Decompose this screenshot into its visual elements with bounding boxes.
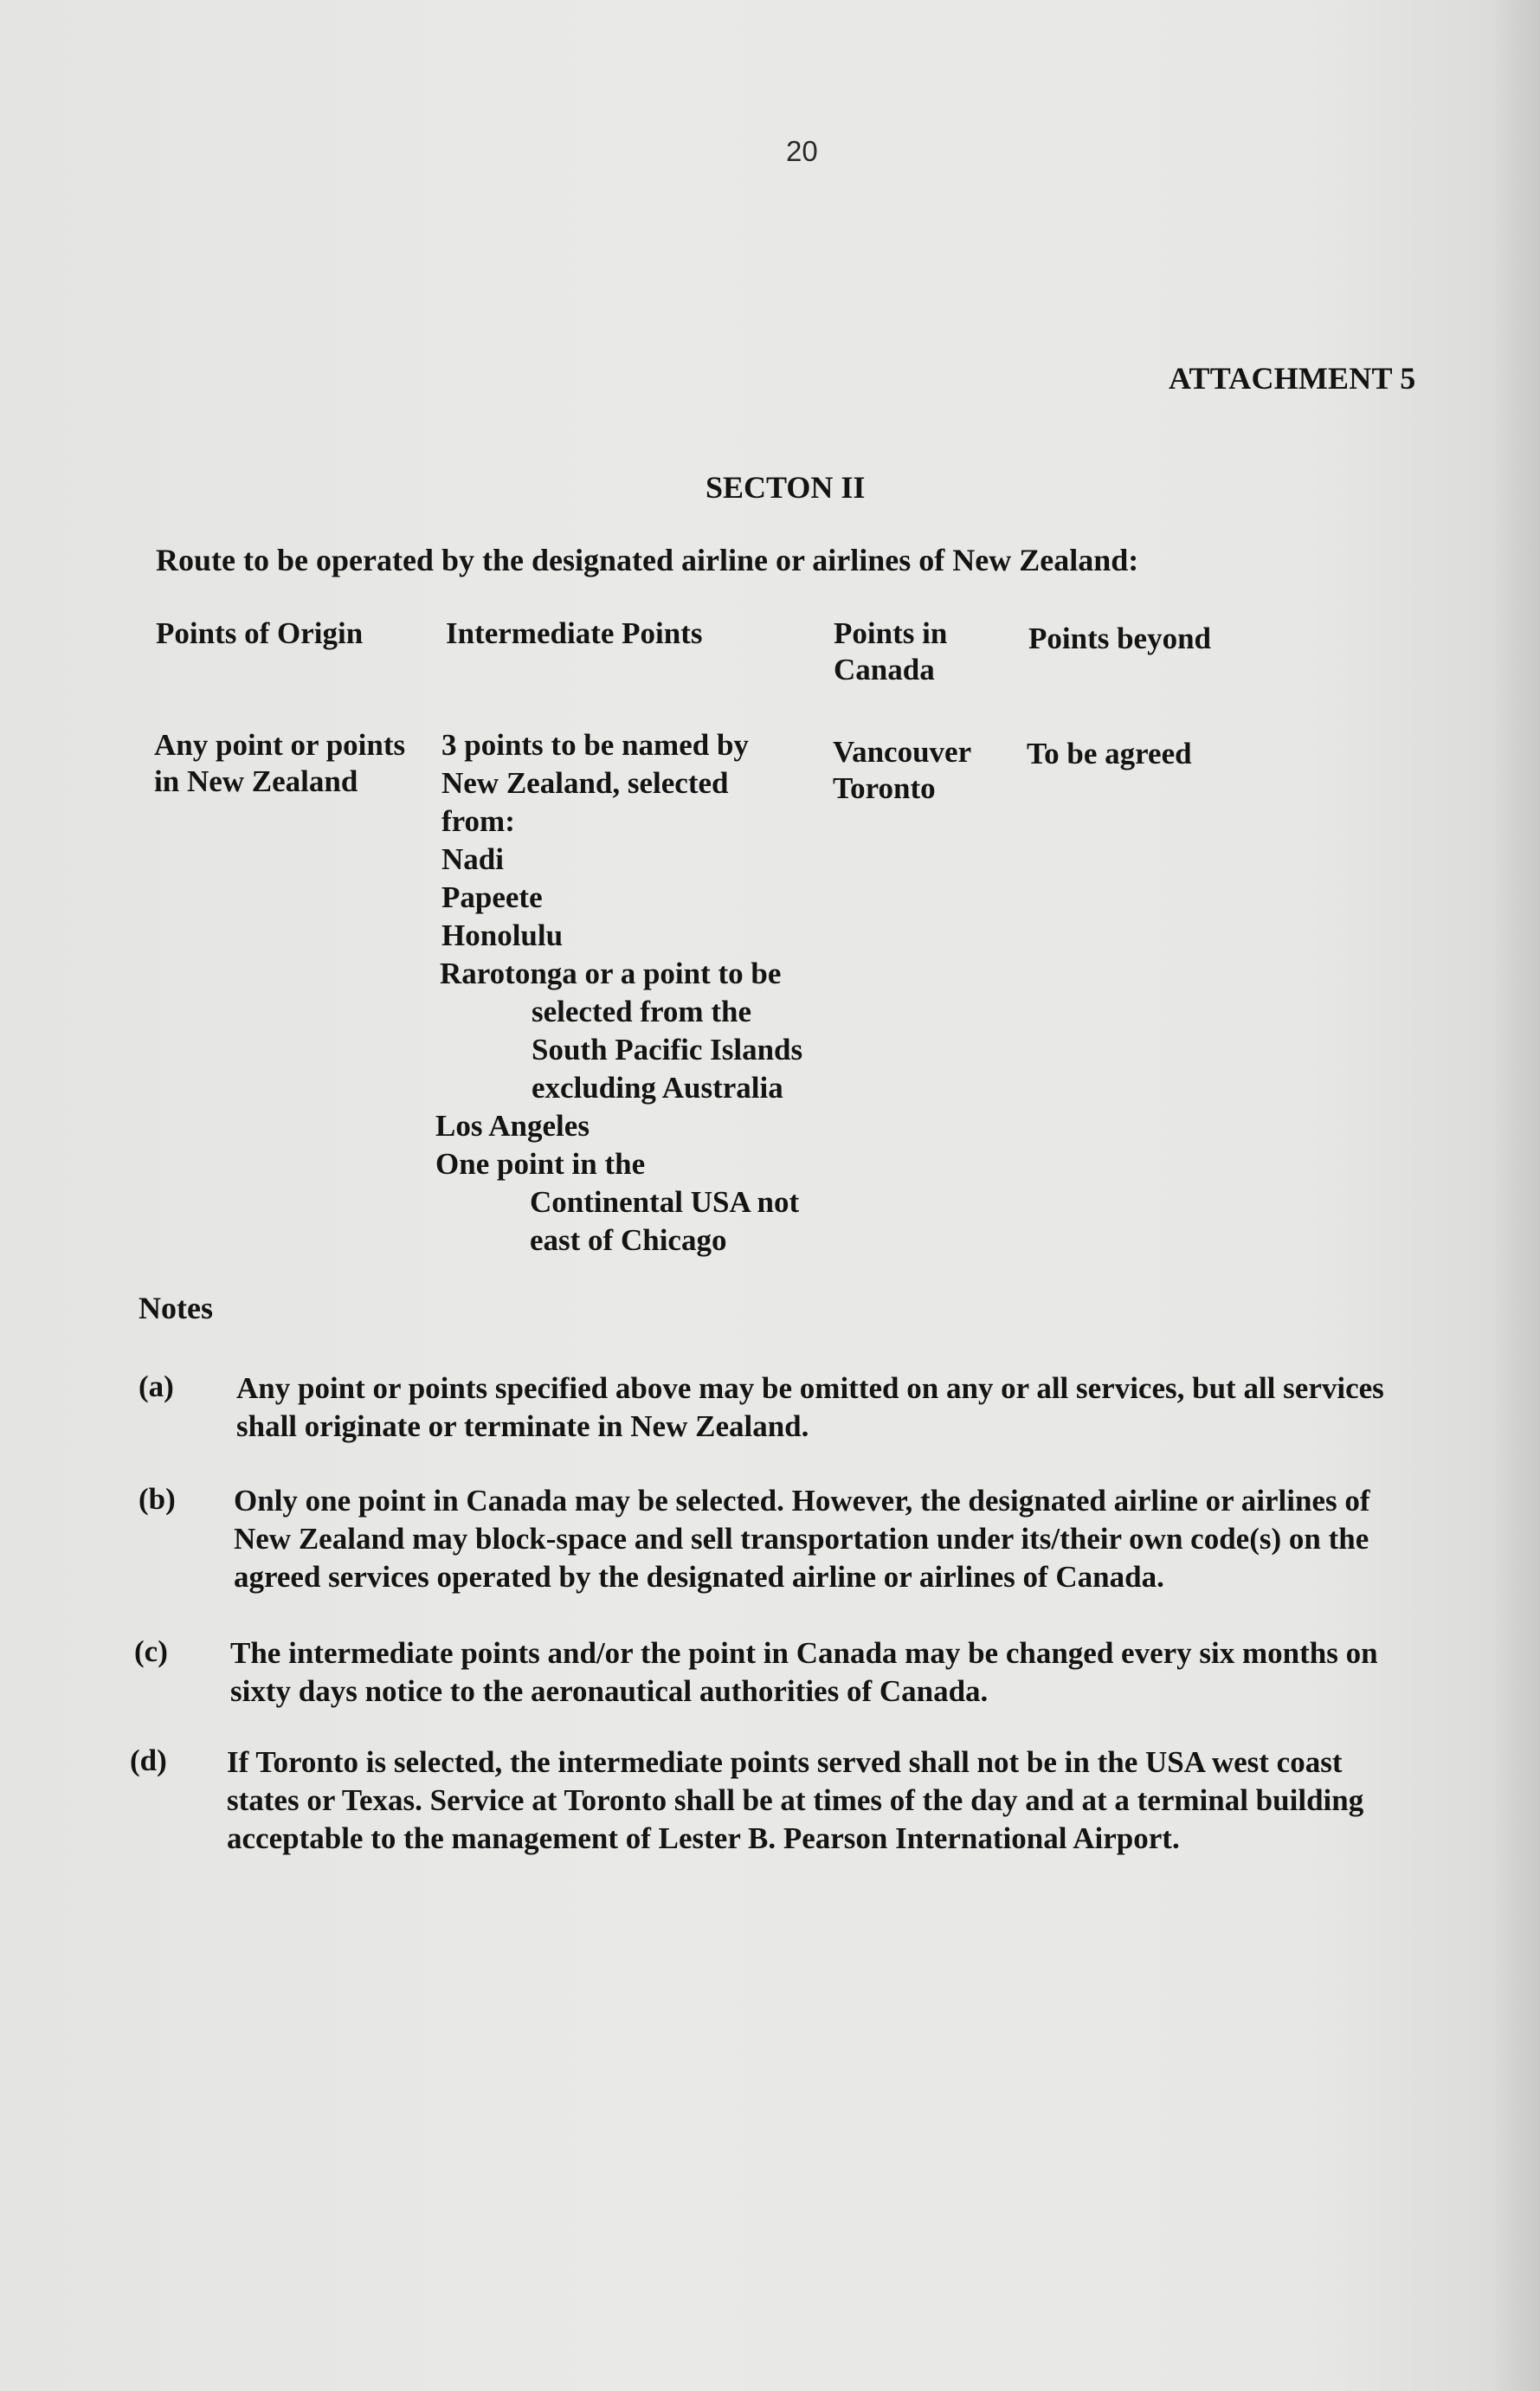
- header-points-of-origin: Points of Origin: [156, 616, 364, 650]
- attachment-heading: ATTACHMENT 5: [1169, 361, 1416, 396]
- intermediate-line: Los Angeles: [435, 1109, 590, 1143]
- note-label: (b): [139, 1482, 176, 1516]
- header-points-beyond: Points beyond: [1028, 622, 1212, 655]
- intermediate-line: selected from the: [532, 995, 751, 1028]
- page-edge-shadow: [1488, 0, 1540, 2391]
- intermediate-line: 3 points to be named by: [441, 728, 749, 762]
- note-label: (c): [134, 1634, 168, 1668]
- note-text: Only one point in Canada may be selected. However, the designated airline or airlines of New Zealand may block-space and sell transportation under its/their own code(s) on the agreed services operated by the designated airline or airlines of Canada.: [234, 1484, 1370, 1594]
- note-text: Any point or points specified above may be omitted on any or all services, but all services shall originate or terminate in New Zealand.: [236, 1371, 1384, 1443]
- note-label: (a): [139, 1370, 174, 1403]
- route-description: Route to be operated by the designated airline or airlines of New Zealand:: [156, 543, 1139, 577]
- intermediate-line: Nadi: [441, 842, 504, 876]
- intermediate-line: South Pacific Islands: [532, 1033, 803, 1067]
- intermediate-line: Continental USA not: [530, 1185, 800, 1219]
- cell-canada-points: Vancouver Toronto: [833, 735, 972, 805]
- intermediate-line: east of Chicago: [530, 1223, 727, 1257]
- intermediate-line: from:: [441, 804, 515, 838]
- intermediate-line: One point in the: [435, 1147, 646, 1181]
- note-text: If Toronto is selected, the intermediate points served shall not be in the USA west coast states or Texas. Service at Toronto shall be at times of the day and at a terminal building acceptable to the management of Lester B. Pearson International Airport.: [227, 1745, 1364, 1855]
- page-number: 20: [786, 135, 818, 167]
- intermediate-line: New Zealand, selected: [441, 766, 729, 800]
- intermediate-line: excluding Australia: [532, 1071, 783, 1105]
- notes-heading: Notes: [139, 1291, 213, 1325]
- intermediate-line: Papeete: [441, 880, 543, 914]
- header-intermediate-points: Intermediate Points: [446, 616, 703, 650]
- note-label: (d): [130, 1743, 167, 1777]
- intermediate-line: Honolulu: [441, 918, 564, 952]
- header-points-in-canada: Points in Canada: [834, 616, 948, 686]
- section-title: SECTON II: [706, 470, 866, 505]
- intermediate-line: Rarotonga or a point to be: [440, 957, 782, 990]
- note-text: The intermediate points and/or the point in Canada may be changed every six months on sixty days notice to the aeronautical authorities of Canada.: [230, 1636, 1378, 1708]
- cell-beyond-points: To be agreed: [1027, 737, 1192, 770]
- cell-origin-points: Any point or points in New Zealand: [154, 728, 406, 798]
